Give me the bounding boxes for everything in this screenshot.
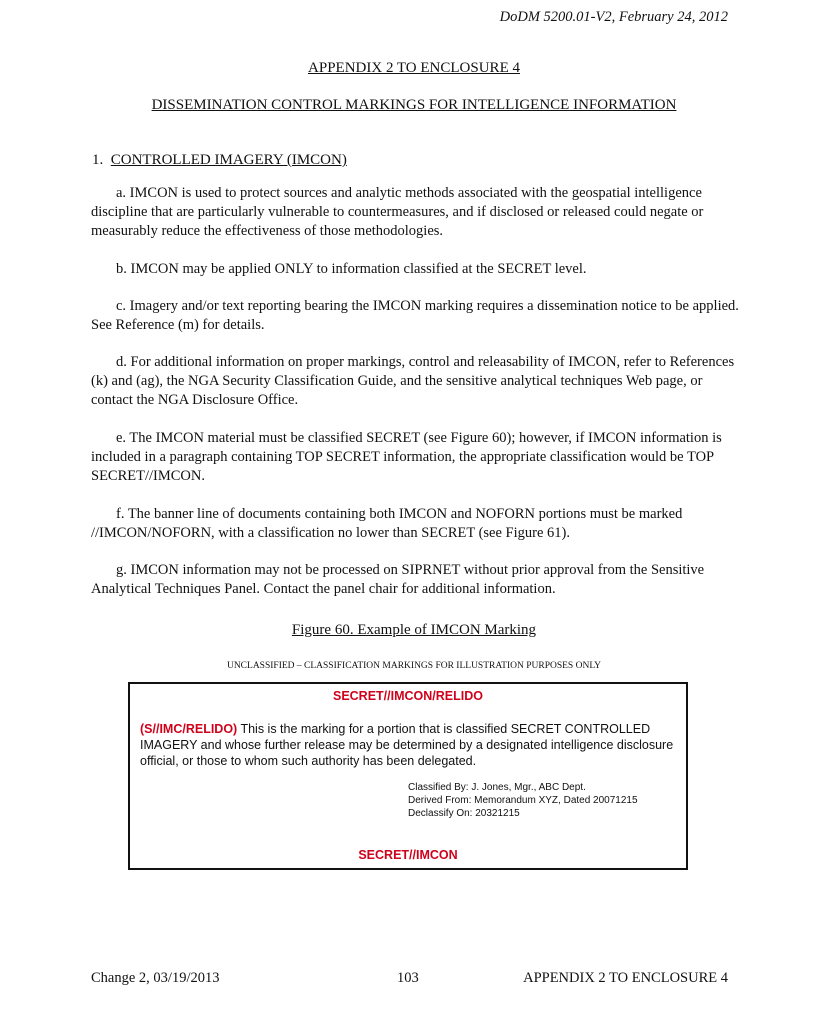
unclassified-note: UNCLASSIFIED – CLASSIFICATION MARKINGS FOR ILLUSTRATION PURPOSES ONLY <box>226 661 602 671</box>
portion-marking: (S//IMC/RELIDO) <box>140 722 238 736</box>
document-reference: DoDM 5200.01-V2, February 24, 2012 <box>499 9 728 25</box>
figure-caption-text: Figure 60. Example of IMCON Marking <box>291 622 537 638</box>
paragraph-d: d. For additional information on proper markings, control and releasability of IMCON, refer to References (k) and (ag), the NGA Security Classification Guide, and the sensitive analytical techniques Web page, or contact the NGA Disclosure Office. <box>91 354 735 408</box>
derived-from: Derived From: Memorandum XYZ, Dated 20071215 <box>408 795 638 806</box>
section-number: 1. <box>92 152 104 168</box>
paragraph-g: g. IMCON information may not be processed on SIPRNET without prior approval from the Sensitive Analytical Techniques Panel. Contact the panel chair for additional information. <box>91 562 705 597</box>
portion-paragraph <box>140 721 680 769</box>
page-number: 103 <box>397 970 419 986</box>
paragraph-f: f. The banner line of documents containing both IMCON and NOFORN portions must be marked //IMCON/NOFORN, with a classification no lower than SECRET (see Figure 61). <box>91 506 683 541</box>
appendix-title-text: APPENDIX 2 TO ENCLOSURE 4 <box>308 60 520 76</box>
figure-caption <box>0 622 828 639</box>
appendix-subtitle <box>0 97 828 114</box>
paragraph-c: c. Imagery and/or text reporting bearing the IMCON marking requires a dissemination notice to be applied. See Reference (m) for details. <box>91 298 739 333</box>
banner-bottom: SECRET//IMCON <box>358 848 458 862</box>
classified-by: Classified By: J. Jones, Mgr., ABC Dept. <box>408 782 586 793</box>
paragraph-a: a. IMCON is used to protect sources and analytic methods associated with the geospatial intelligence discipline that are particularly vulnerable to countermeasures, and if disclosed or released could negate or measurably reduce the effectiveness of those methodologies. <box>91 185 704 239</box>
portion-text: This is the marking for a portion that is classified SECRET CONTROLLED IMAGERY and whose further release may be determined by a designated intelligence disclosure official, or those to whom such authority has been delegated. <box>140 722 674 768</box>
appendix-title <box>0 60 828 77</box>
footer-change: Change 2, 03/19/2013 <box>91 970 220 986</box>
classification-block <box>408 781 638 820</box>
paragraph-e: e. The IMCON material must be classified SECRET (see Figure 60); however, if IMCON information is included in a paragraph containing TOP SECRET information, the appropriate classification would be TOP SECRET//IMCON. <box>91 430 722 484</box>
appendix-subtitle-text: DISSEMINATION CONTROL MARKINGS FOR INTELLIGENCE INFORMATION <box>151 97 677 113</box>
paragraph-b: b. IMCON may be applied ONLY to information classified at the SECRET level. <box>116 261 587 277</box>
banner-top: SECRET//IMCON/RELIDO <box>332 689 483 703</box>
declassify-on: Declassify On: 20321215 <box>408 808 520 819</box>
footer-appendix: APPENDIX 2 TO ENCLOSURE 4 <box>523 970 728 986</box>
marking-example-box <box>128 682 688 870</box>
section-heading <box>92 152 347 169</box>
section-title: CONTROLLED IMAGERY (IMCON) <box>110 152 347 168</box>
